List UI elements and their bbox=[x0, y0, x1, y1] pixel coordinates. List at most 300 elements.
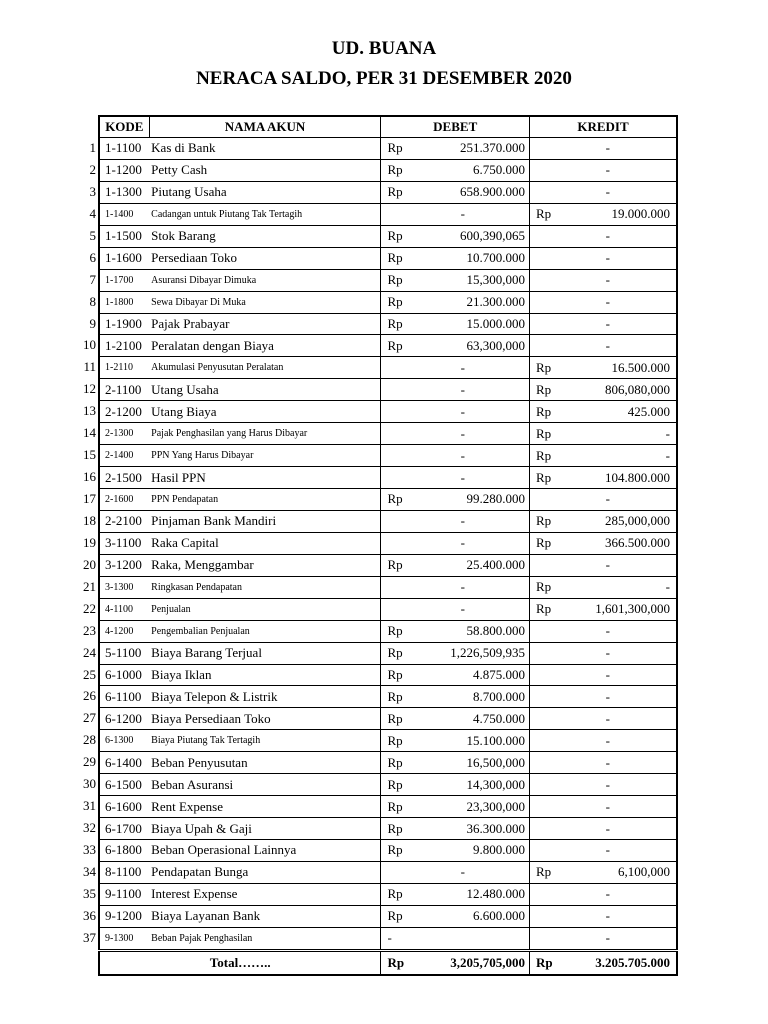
debet-cell bbox=[381, 861, 530, 883]
table-row bbox=[99, 159, 677, 181]
row-number: 14 bbox=[83, 425, 96, 441]
kredit-amount: 425.000 bbox=[627, 403, 670, 419]
debet-amount: - bbox=[460, 359, 465, 375]
debet-amount: 23,300,000 bbox=[466, 798, 525, 814]
row-number: 10 bbox=[83, 337, 96, 353]
kredit-amount: - bbox=[605, 645, 610, 661]
table-row bbox=[99, 335, 677, 357]
kredit-amount: 1,601,300,000 bbox=[595, 601, 670, 617]
debet-amount: - bbox=[460, 425, 465, 441]
kredit-cell bbox=[529, 181, 677, 203]
debet-amount: 10.700.000 bbox=[466, 250, 525, 266]
account-name: Biaya Layanan Bank bbox=[149, 905, 381, 927]
header-debet: DEBET bbox=[381, 116, 530, 138]
account-code: 8-1100 bbox=[99, 861, 149, 883]
kredit-currency: Rp bbox=[535, 601, 552, 617]
debet-amount: 25.400.000 bbox=[466, 557, 525, 573]
account-name: Pajak Penghasilan yang Harus Dibayar bbox=[149, 423, 381, 445]
account-code: 2-1500 bbox=[99, 467, 149, 489]
table-row bbox=[99, 467, 677, 489]
debet-currency: Rp bbox=[387, 666, 403, 682]
kredit-cell bbox=[529, 664, 677, 686]
debet-amount: 14,300,000 bbox=[466, 776, 525, 792]
debet-cell bbox=[381, 905, 530, 927]
kredit-cell bbox=[529, 335, 677, 357]
account-name: Petty Cash bbox=[149, 159, 381, 181]
debet-cell bbox=[381, 203, 530, 225]
row-number: 36 bbox=[83, 907, 96, 923]
debet-cell bbox=[381, 730, 530, 752]
account-name: Biaya Upah & Gaji bbox=[149, 818, 381, 840]
row-number: 20 bbox=[83, 556, 96, 572]
debet-cell bbox=[381, 291, 530, 313]
kredit-amount: 19.000.000 bbox=[611, 206, 670, 222]
kredit-cell bbox=[529, 708, 677, 730]
account-code: 3-1300 bbox=[99, 576, 149, 598]
table-row bbox=[99, 774, 677, 796]
debet-cell bbox=[381, 269, 530, 291]
row-number: 8 bbox=[89, 293, 96, 309]
account-code: 6-1600 bbox=[99, 796, 149, 818]
row-number: 4 bbox=[89, 205, 96, 221]
kredit-currency: Rp bbox=[535, 447, 552, 463]
debet-currency: Rp bbox=[387, 820, 403, 836]
row-number: 17 bbox=[83, 491, 96, 506]
kredit-cell bbox=[529, 423, 677, 445]
debet-cell bbox=[381, 159, 530, 181]
debet-cell bbox=[381, 840, 530, 862]
account-code: 1-1600 bbox=[99, 247, 149, 269]
debet-currency: Rp bbox=[387, 776, 403, 792]
row-number: 1 bbox=[89, 140, 96, 155]
kredit-currency: Rp bbox=[535, 535, 552, 551]
kredit-cell bbox=[529, 269, 677, 291]
header-kode: KODE bbox=[99, 116, 149, 138]
account-code: 2-1200 bbox=[99, 401, 149, 423]
total-label: Total…….. bbox=[99, 950, 381, 975]
debet-cell bbox=[381, 686, 530, 708]
debet-cell bbox=[381, 576, 530, 598]
kredit-currency: Rp bbox=[535, 206, 552, 222]
kredit-cell bbox=[529, 620, 677, 642]
account-code: 6-1800 bbox=[99, 840, 149, 862]
debet-cell bbox=[381, 554, 530, 576]
kredit-cell bbox=[529, 796, 677, 818]
kredit-amount: - bbox=[605, 623, 610, 639]
account-name: Biaya Barang Terjual bbox=[149, 642, 381, 664]
kredit-cell bbox=[529, 489, 677, 511]
debet-currency: Rp bbox=[387, 908, 403, 924]
account-code: 3-1200 bbox=[99, 554, 149, 576]
account-name: PPN Pendapatan bbox=[149, 489, 381, 511]
account-code: 1-1400 bbox=[99, 203, 149, 225]
debet-amount: 4.750.000 bbox=[472, 710, 525, 726]
kredit-currency: Rp bbox=[535, 403, 552, 419]
debet-cell bbox=[381, 401, 530, 423]
kredit-amount: - bbox=[605, 184, 610, 200]
account-code: 1-1300 bbox=[99, 181, 149, 203]
debet-currency: Rp bbox=[387, 140, 403, 156]
debet-cell bbox=[381, 379, 530, 401]
row-number: 32 bbox=[83, 820, 96, 836]
table-row bbox=[99, 313, 677, 335]
table-row bbox=[99, 357, 677, 379]
debet-amount: 58.800.000 bbox=[466, 623, 525, 639]
account-code: 6-1200 bbox=[99, 708, 149, 730]
debet-amount: - bbox=[460, 403, 465, 419]
kredit-amount: 285,000,000 bbox=[605, 513, 670, 529]
kredit-amount: 6,100,000 bbox=[618, 864, 670, 880]
debet-currency: Rp bbox=[387, 315, 403, 331]
account-name: Penjualan bbox=[149, 598, 381, 620]
table-row bbox=[99, 401, 677, 423]
table-row bbox=[99, 532, 677, 554]
kredit-cell bbox=[529, 752, 677, 774]
table-row bbox=[99, 752, 677, 774]
row-number: 37 bbox=[83, 929, 96, 945]
debet-amount: - bbox=[460, 535, 465, 551]
total-debet-amount: 3,205,705,000 bbox=[450, 954, 525, 970]
debet-amount: - bbox=[460, 381, 465, 397]
row-number: 12 bbox=[83, 381, 96, 397]
account-code: 1-2100 bbox=[99, 335, 149, 357]
debet-amount: - bbox=[460, 513, 465, 529]
account-name: Sewa Dibayar Di Muka bbox=[149, 291, 381, 313]
row-number: 9 bbox=[89, 315, 96, 331]
table-row bbox=[99, 598, 677, 620]
account-name: Raka, Menggambar bbox=[149, 554, 381, 576]
debet-amount: 21.300.000 bbox=[466, 294, 525, 310]
row-number: 19 bbox=[83, 534, 96, 550]
table-row bbox=[99, 510, 677, 532]
debet-amount: 8.700.000 bbox=[472, 688, 525, 704]
table-row bbox=[99, 291, 677, 313]
kredit-amount: - bbox=[605, 688, 610, 704]
total-kredit-amount: 3.205.705.000 bbox=[595, 954, 670, 970]
row-number: 7 bbox=[89, 271, 96, 287]
debet-currency: Rp bbox=[387, 250, 403, 266]
kredit-currency: Rp bbox=[535, 513, 552, 529]
kredit-cell bbox=[529, 883, 677, 905]
table-row bbox=[99, 203, 677, 225]
debet-amount: 15,300,000 bbox=[466, 272, 525, 288]
account-code: 1-2110 bbox=[99, 357, 149, 379]
row-number: 25 bbox=[83, 666, 96, 682]
total-kredit-currency: Rp bbox=[535, 954, 553, 970]
account-code: 4-1200 bbox=[99, 620, 149, 642]
row-number: 13 bbox=[83, 403, 96, 419]
debet-cell bbox=[381, 247, 530, 269]
account-name: Kas di Bank bbox=[149, 138, 381, 160]
account-code: 2-1400 bbox=[99, 445, 149, 467]
table-row bbox=[99, 620, 677, 642]
account-name: Persediaan Toko bbox=[149, 247, 381, 269]
table-row bbox=[99, 489, 677, 511]
row-number: 23 bbox=[83, 622, 96, 638]
debet-cell bbox=[381, 598, 530, 620]
table-row bbox=[99, 181, 677, 203]
kredit-amount: - bbox=[605, 842, 610, 858]
row-number: 35 bbox=[83, 885, 96, 901]
account-name: Biaya Persediaan Toko bbox=[149, 708, 381, 730]
debet-cell bbox=[381, 445, 530, 467]
debet-cell bbox=[381, 620, 530, 642]
debet-amount: 4.875.000 bbox=[472, 666, 525, 682]
account-name: Stok Barang bbox=[149, 225, 381, 247]
row-number: 22 bbox=[83, 600, 96, 616]
kredit-cell bbox=[529, 401, 677, 423]
table-row bbox=[99, 686, 677, 708]
kredit-amount: - bbox=[605, 228, 610, 244]
account-name: Biaya Iklan bbox=[149, 664, 381, 686]
debet-amount: - bbox=[460, 447, 465, 463]
table-header-row bbox=[99, 116, 677, 138]
kredit-amount: - bbox=[605, 140, 610, 156]
kredit-amount: - bbox=[665, 579, 670, 595]
kredit-amount: - bbox=[605, 732, 610, 748]
account-code: 2-1600 bbox=[99, 489, 149, 511]
account-code: 2-2100 bbox=[99, 510, 149, 532]
debet-amount: 1,226,509,935 bbox=[450, 645, 525, 661]
debet-cell bbox=[381, 489, 530, 511]
debet-amount: 36.300.000 bbox=[466, 820, 525, 836]
debet-amount: 63,300,000 bbox=[466, 337, 525, 353]
total-debet-currency: Rp bbox=[387, 954, 405, 970]
row-number: 28 bbox=[83, 732, 96, 748]
kredit-amount: - bbox=[605, 908, 610, 924]
debet-cell bbox=[381, 357, 530, 379]
total-debet bbox=[381, 950, 530, 975]
debet-amount: 15.100.000 bbox=[466, 732, 525, 748]
kredit-amount: - bbox=[605, 491, 610, 507]
debet-cell bbox=[381, 774, 530, 796]
account-code: 6-1300 bbox=[99, 730, 149, 752]
debet-currency: Rp bbox=[387, 710, 403, 726]
kredit-amount: - bbox=[605, 754, 610, 770]
row-number: 3 bbox=[89, 183, 96, 199]
debet-amount: - bbox=[460, 206, 465, 222]
row-number: 5 bbox=[89, 227, 96, 243]
debet-cell bbox=[381, 796, 530, 818]
header-nama-akun: NAMA AKUN bbox=[149, 116, 381, 138]
account-name: Piutang Usaha bbox=[149, 181, 381, 203]
debet-amount: 658.900.000 bbox=[459, 184, 525, 200]
table-row bbox=[99, 730, 677, 752]
table-row bbox=[99, 861, 677, 883]
account-code: 6-1100 bbox=[99, 686, 149, 708]
account-name: Pendapatan Bunga bbox=[149, 861, 381, 883]
account-name: Asuransi Dibayar Dimuka bbox=[149, 269, 381, 291]
kredit-amount: - bbox=[605, 776, 610, 792]
row-number: 15 bbox=[83, 447, 96, 463]
account-name: Utang Biaya bbox=[149, 401, 381, 423]
kredit-currency: Rp bbox=[535, 359, 552, 375]
debet-amount: 251.370.000 bbox=[459, 140, 525, 156]
row-number: 16 bbox=[83, 469, 96, 485]
row-number: 27 bbox=[83, 710, 96, 726]
account-code: 1-1100 bbox=[99, 138, 149, 160]
debet-cell bbox=[381, 927, 530, 950]
debet-currency: Rp bbox=[387, 184, 403, 200]
kredit-amount: - bbox=[605, 272, 610, 288]
debet-amount: 12.480.000 bbox=[466, 886, 525, 902]
account-name: PPN Yang Harus Dibayar bbox=[149, 445, 381, 467]
debet-currency: Rp bbox=[387, 886, 403, 902]
table-row bbox=[99, 664, 677, 686]
debet-currency: Rp bbox=[387, 491, 403, 507]
kredit-cell bbox=[529, 774, 677, 796]
kredit-cell bbox=[529, 159, 677, 181]
row-number: 21 bbox=[83, 578, 96, 594]
kredit-cell bbox=[529, 445, 677, 467]
debet-currency: Rp bbox=[387, 754, 403, 770]
row-number: 33 bbox=[83, 842, 96, 857]
kredit-cell bbox=[529, 203, 677, 225]
account-code: 6-1400 bbox=[99, 752, 149, 774]
debet-currency: Rp bbox=[387, 623, 403, 639]
kredit-amount: 16.500.000 bbox=[611, 359, 670, 375]
debet-amount: - bbox=[460, 579, 465, 595]
kredit-amount: - bbox=[605, 337, 610, 353]
kredit-cell bbox=[529, 840, 677, 862]
kredit-amount: - bbox=[605, 930, 610, 946]
table-row bbox=[99, 905, 677, 927]
kredit-amount: - bbox=[605, 250, 610, 266]
account-name: Cadangan untuk Piutang Tak Tertagih bbox=[149, 203, 381, 225]
row-number: 31 bbox=[83, 798, 96, 814]
account-code: 9-1200 bbox=[99, 905, 149, 927]
header-kredit: KREDIT bbox=[529, 116, 677, 138]
table-row bbox=[99, 269, 677, 291]
kredit-cell bbox=[529, 532, 677, 554]
debet-amount: 9.800.000 bbox=[472, 842, 525, 858]
debet-cell bbox=[381, 225, 530, 247]
account-code: 9-1100 bbox=[99, 883, 149, 905]
kredit-cell bbox=[529, 642, 677, 664]
row-numbers bbox=[70, 137, 98, 949]
row-number: 2 bbox=[89, 161, 96, 177]
account-name: Raka Capital bbox=[149, 532, 381, 554]
debet-currency: Rp bbox=[387, 272, 403, 288]
report-title: NERACA SALDO, PER 31 DESEMBER 2020 bbox=[196, 68, 572, 89]
row-number: 30 bbox=[83, 776, 96, 792]
kredit-cell bbox=[529, 818, 677, 840]
debet-currency: Rp bbox=[387, 842, 403, 858]
kredit-cell bbox=[529, 357, 677, 379]
kredit-amount: - bbox=[605, 710, 610, 726]
row-number: 34 bbox=[83, 863, 96, 879]
account-code: 1-1500 bbox=[99, 225, 149, 247]
debet-cell bbox=[381, 181, 530, 203]
debet-currency: Rp bbox=[387, 798, 403, 814]
account-code: 6-1500 bbox=[99, 774, 149, 796]
account-code: 1-1900 bbox=[99, 313, 149, 335]
debet-currency: Rp bbox=[387, 294, 403, 310]
table-row bbox=[99, 379, 677, 401]
account-code: 1-1700 bbox=[99, 269, 149, 291]
kredit-amount: - bbox=[665, 447, 670, 463]
kredit-currency: Rp bbox=[535, 579, 552, 595]
table-row bbox=[99, 554, 677, 576]
account-name: Biaya Telepon & Listrik bbox=[149, 686, 381, 708]
debet-currency: Rp bbox=[387, 337, 403, 353]
account-name: Beban Operasional Lainnya bbox=[149, 840, 381, 862]
account-code: 3-1100 bbox=[99, 532, 149, 554]
kredit-cell bbox=[529, 927, 677, 950]
kredit-amount: 104.800.000 bbox=[605, 469, 670, 485]
kredit-cell bbox=[529, 510, 677, 532]
account-name: Biaya Piutang Tak Tertagih bbox=[149, 730, 381, 752]
table-row bbox=[99, 796, 677, 818]
row-number: 24 bbox=[83, 644, 96, 660]
kredit-amount: 366.500.000 bbox=[605, 535, 670, 551]
total-row bbox=[99, 950, 677, 975]
table-row bbox=[99, 883, 677, 905]
kredit-cell bbox=[529, 247, 677, 269]
debet-cell bbox=[381, 313, 530, 335]
account-name: Utang Usaha bbox=[149, 379, 381, 401]
debet-cell bbox=[381, 335, 530, 357]
account-code: 9-1300 bbox=[99, 927, 149, 950]
kredit-currency: Rp bbox=[535, 425, 552, 441]
kredit-currency: Rp bbox=[535, 469, 552, 485]
kredit-currency: Rp bbox=[535, 864, 552, 880]
account-name: Hasil PPN bbox=[149, 467, 381, 489]
kredit-amount: - bbox=[665, 425, 670, 441]
debet-amount: - bbox=[460, 469, 465, 485]
debet-cell bbox=[381, 642, 530, 664]
kredit-amount: - bbox=[605, 798, 610, 814]
table-row bbox=[99, 445, 677, 467]
account-name: Beban Penyusutan bbox=[149, 752, 381, 774]
trial-balance-table bbox=[98, 115, 678, 976]
kredit-cell bbox=[529, 313, 677, 335]
debet-cell bbox=[381, 818, 530, 840]
row-number: 11 bbox=[83, 359, 96, 375]
debet-cell bbox=[381, 752, 530, 774]
account-name: Pinjaman Bank Mandiri bbox=[149, 510, 381, 532]
debet-amount: 16,500,000 bbox=[466, 754, 525, 770]
account-code: 6-1000 bbox=[99, 664, 149, 686]
debet-currency: Rp bbox=[387, 228, 403, 244]
account-code: 5-1100 bbox=[99, 642, 149, 664]
account-name: Ringkasan Pendapatan bbox=[149, 576, 381, 598]
kredit-cell bbox=[529, 138, 677, 160]
account-name: Rent Expense bbox=[149, 796, 381, 818]
kredit-cell bbox=[529, 905, 677, 927]
table-row bbox=[99, 138, 677, 160]
table-row bbox=[99, 840, 677, 862]
kredit-cell bbox=[529, 730, 677, 752]
debet-currency: Rp bbox=[387, 645, 403, 661]
account-code: 4-1100 bbox=[99, 598, 149, 620]
debet-currency: - bbox=[387, 930, 392, 946]
kredit-amount: - bbox=[605, 666, 610, 682]
account-name: Akumulasi Penyusutan Peralatan bbox=[149, 357, 381, 379]
debet-cell bbox=[381, 532, 530, 554]
account-code: 1-1200 bbox=[99, 159, 149, 181]
debet-currency: Rp bbox=[387, 557, 403, 573]
debet-cell bbox=[381, 423, 530, 445]
row-number: 29 bbox=[83, 754, 96, 770]
kredit-cell bbox=[529, 291, 677, 313]
debet-cell bbox=[381, 883, 530, 905]
account-name: Pajak Prabayar bbox=[149, 313, 381, 335]
account-code: 1-1800 bbox=[99, 291, 149, 313]
total-kredit bbox=[529, 950, 677, 975]
debet-cell bbox=[381, 467, 530, 489]
table-row bbox=[99, 247, 677, 269]
